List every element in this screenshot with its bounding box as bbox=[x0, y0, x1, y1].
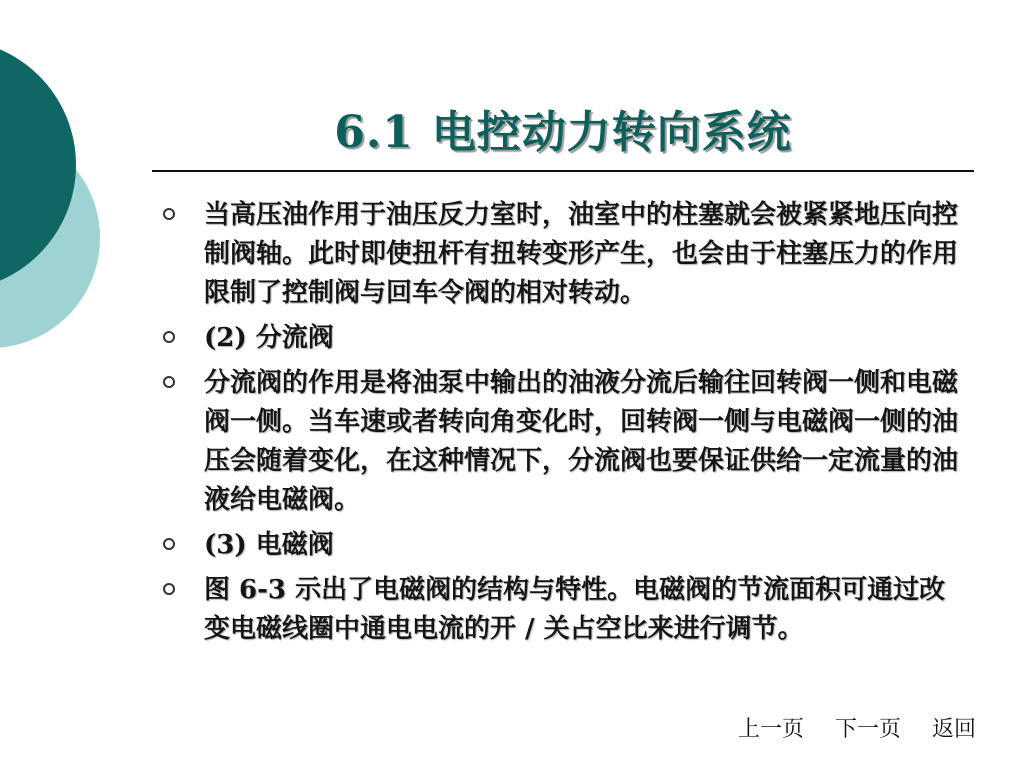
bullet-text: 图 6-3 示出了电磁阀的结构与特性。电磁阀的节流面积可通过改变电磁线圈中通电电流的开 / 关占空比来进行调节。 bbox=[204, 575, 946, 644]
hollow-circle-bullet-icon bbox=[163, 583, 175, 595]
title-divider bbox=[152, 170, 974, 172]
hollow-circle-bullet-icon bbox=[163, 331, 175, 343]
bullet-list bbox=[160, 196, 960, 655]
slide-navigation bbox=[714, 712, 976, 743]
bullet-item bbox=[160, 364, 960, 520]
title-number: 6.1 bbox=[334, 107, 414, 158]
hollow-circle-bullet-icon bbox=[163, 208, 175, 220]
next-page-link[interactable]: 下一页 bbox=[834, 717, 901, 742]
bullet-item bbox=[160, 571, 960, 649]
bullet-item bbox=[160, 319, 960, 358]
bullet-item bbox=[160, 526, 960, 565]
bullet-text: (3) 电磁阀 bbox=[204, 530, 334, 560]
bullet-text: 分流阀的作用是将油泵中输出的油液分流后输往回转阀一侧和电磁阀一侧。当车速或者转向角变化时，回转阀一侧与电磁阀一侧的油压会随着变化，在这种情况下，分流阀也要保证供给一定流量的油液给电磁阀。 bbox=[204, 368, 959, 515]
decorative-circles bbox=[0, 0, 140, 420]
hollow-circle-bullet-icon bbox=[163, 538, 175, 550]
title-text: 电控动力转向系统 bbox=[431, 107, 792, 158]
bullet-text: (2) 分流阀 bbox=[204, 323, 334, 353]
prev-page-link[interactable]: 上一页 bbox=[737, 717, 804, 742]
slide-title bbox=[150, 96, 976, 160]
bullet-text: 当高压油作用于油压反力室时，油室中的柱塞就会被紧紧地压向控制阀轴。此时即使扭杆有扭转变形产生，也会由于柱塞压力的作用限制了控制阀与回车令阀的相对转动。 bbox=[204, 200, 959, 308]
back-link[interactable]: 返回 bbox=[931, 717, 976, 742]
hollow-circle-bullet-icon bbox=[163, 376, 175, 388]
bullet-item bbox=[160, 196, 960, 313]
